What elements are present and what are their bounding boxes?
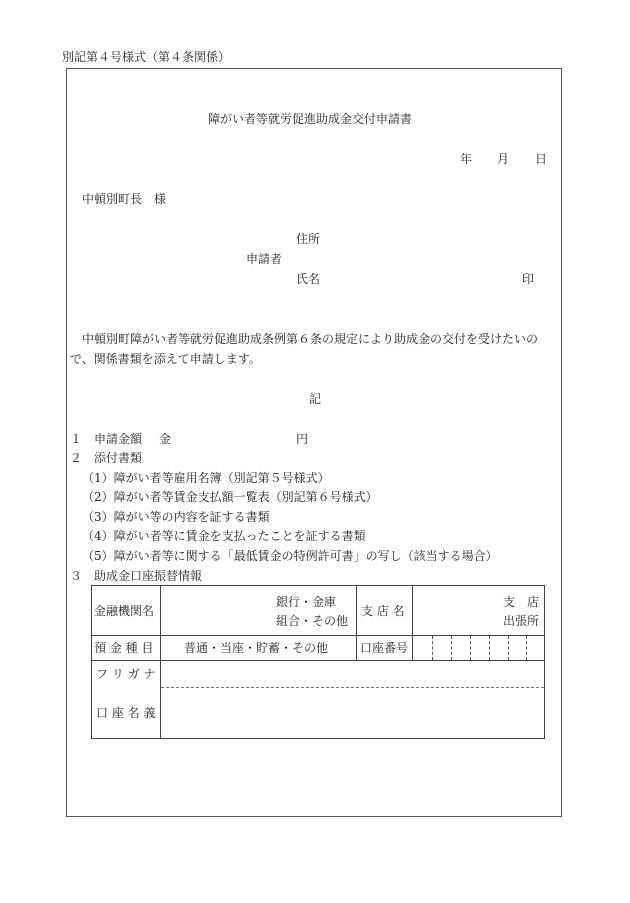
document-title: 障がい者等就労促進助成金交付申請書 [208, 112, 413, 126]
date-day: 日 [535, 152, 548, 166]
date-year: 年 [460, 152, 473, 166]
bank-types-line2: 組合・その他 [276, 614, 349, 628]
date-month: 月 [497, 152, 510, 166]
branch-type-line2: 出張所 [503, 614, 540, 628]
item1-number: １ [70, 432, 83, 446]
item3-number: ３ [70, 569, 83, 583]
attachment-item: （2）障がい者等賃金支払額一覧表（別記第６号様式） [82, 490, 378, 504]
name-label: 氏名 [296, 272, 321, 286]
address-label: 住所 [296, 232, 321, 246]
item3-label: 助成金口座振替情報 [94, 569, 203, 583]
item1-unit: 円 [296, 432, 309, 446]
branch-type-line1: 支 店 [503, 595, 540, 609]
account-holder-label: 口 座 名 義 [96, 706, 156, 720]
attachment-item: （5）障がい者等に関する「最低賃金の特例許可書」の写し（該当する場合） [82, 549, 498, 563]
account-number-label: 口座番号 [360, 641, 409, 655]
item1-label: 申請金額 [94, 432, 143, 446]
branch-label: 支 店 名 [361, 604, 405, 618]
attachment-item: （1）障がい者等雇用名簿（別記第５号様式） [82, 471, 330, 485]
account-type-label: 預 金 種 目 [94, 641, 154, 655]
attachment-item: （3）障がい等の内容を証する書類 [82, 510, 270, 524]
account-type-options: 普通・当座・貯蓄・その他 [184, 641, 329, 655]
body-text-line2: で、関係書類を添えて申請します。 [70, 352, 261, 366]
item2-number: ２ [70, 451, 83, 465]
seal-mark: 印 [522, 272, 535, 286]
item1-prefix: 金 [159, 432, 172, 446]
body-text-line1: 中頓別町障がい者等就労促進助成条例第６条の規定により助成金の交付を受けたいの [82, 332, 539, 346]
bank-types-line1: 銀行・金庫 [276, 595, 337, 609]
attachment-item: （4）障がい者等に賃金を支払ったことを証する書類 [82, 529, 366, 543]
item2-label: 添付書類 [94, 451, 143, 465]
furigana-label: フ リ ガ ナ [96, 667, 156, 681]
form-label: 別記第４号様式（第４条関係） [62, 50, 231, 64]
institution-label: 金融機関名 [94, 604, 155, 618]
applicant-label: 申請者 [246, 252, 283, 266]
ki-heading: 記 [309, 392, 322, 406]
addressee: 中頓別町長 様 [82, 192, 167, 206]
